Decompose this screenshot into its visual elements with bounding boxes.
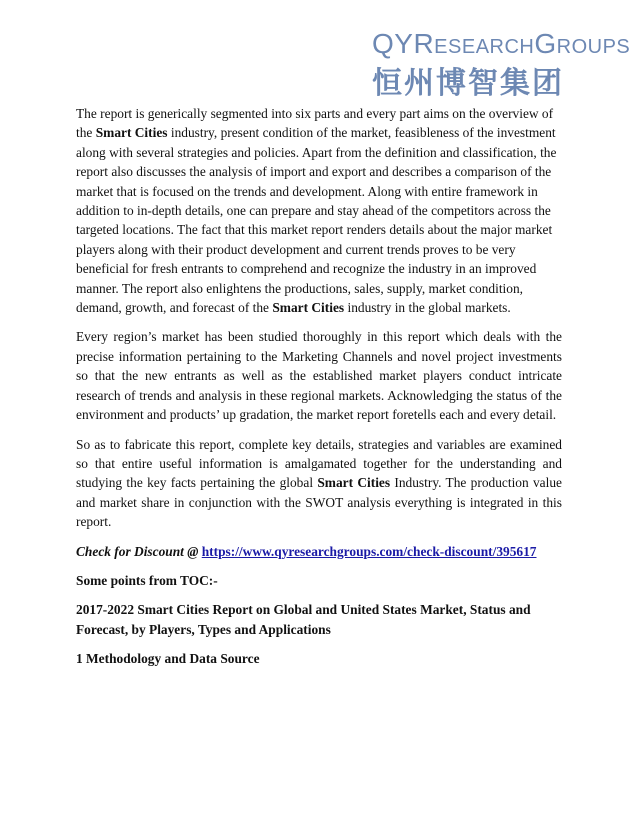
- toc-heading: Some points from TOC:-: [76, 572, 218, 588]
- discount-label: Check for Discount @: [76, 543, 202, 559]
- region-paragraph: Every region’s market has been studied thoroughly in this report which deals with the precise information pertaining to the Marketing Channels and novel project investments so that the new entrants as well as the established market players conduct intricate research of trends and analysis in these regional markets. Acknowledging the status of the environment and products’ up gradation, the market report foretells each and every detail.: [76, 329, 562, 423]
- toc-item-1: 1 Methodology and Data Source: [76, 651, 260, 667]
- discount-line: [76, 542, 562, 561]
- company-logo: [372, 28, 631, 102]
- logo-english-text: QYResearchGroups: [372, 28, 631, 59]
- intro-bold-2: Smart Cities: [272, 300, 345, 316]
- fabricate-paragraph: [76, 435, 562, 532]
- intro-text-2: industry, present condition of the market, feasibleness of the investment along with several strategies and policies. Apart from the definition and classification, the report also discusses the analysis of import and export and describes a comparison of the market that is focused on the trends and development. Along with entire framework in addition to in-depth details, one can prepare and stay ahead of the competitors across the targeted locations. The fact that this market report renders details about the major market players along with their product development and current trends proves to be very beneficial for fresh entrants to comprehend and recognize the industry in an improved manner. The report also enlightens the productions, sales, supply, market condition, demand, growth, and forecast of the: [76, 125, 557, 316]
- discount-link[interactable]: https://www.qyresearchgroups.com/check-discount/395617: [201, 543, 537, 559]
- intro-text-1: The report is generically segmented into six parts and every part aims on the overview of the: [76, 106, 554, 141]
- intro-paragraph: [76, 104, 562, 317]
- toc-title: 2017-2022 Smart Cities Report on Global and United States Market, Status and Forecast, by Players, Types and Applications: [76, 602, 531, 637]
- logo-chinese-text: 恒州博智集团: [372, 66, 564, 101]
- document-body: [76, 104, 562, 679]
- fabricate-bold: Smart Cities: [317, 475, 391, 491]
- fabricate-text-1: So as to fabricate this report, complete key details, strategies and variables are examined so that entire useful information is amalgamated together for the understanding and studying the key facts pertaining the global: [76, 436, 562, 491]
- intro-bold-1: Smart Cities: [95, 125, 168, 141]
- fabricate-text-2: Industry. The production value and market share in conjunction with the SWOT analysis everything is integrated in this report.: [76, 475, 562, 530]
- intro-text-3: industry in the global markets.: [344, 300, 511, 316]
